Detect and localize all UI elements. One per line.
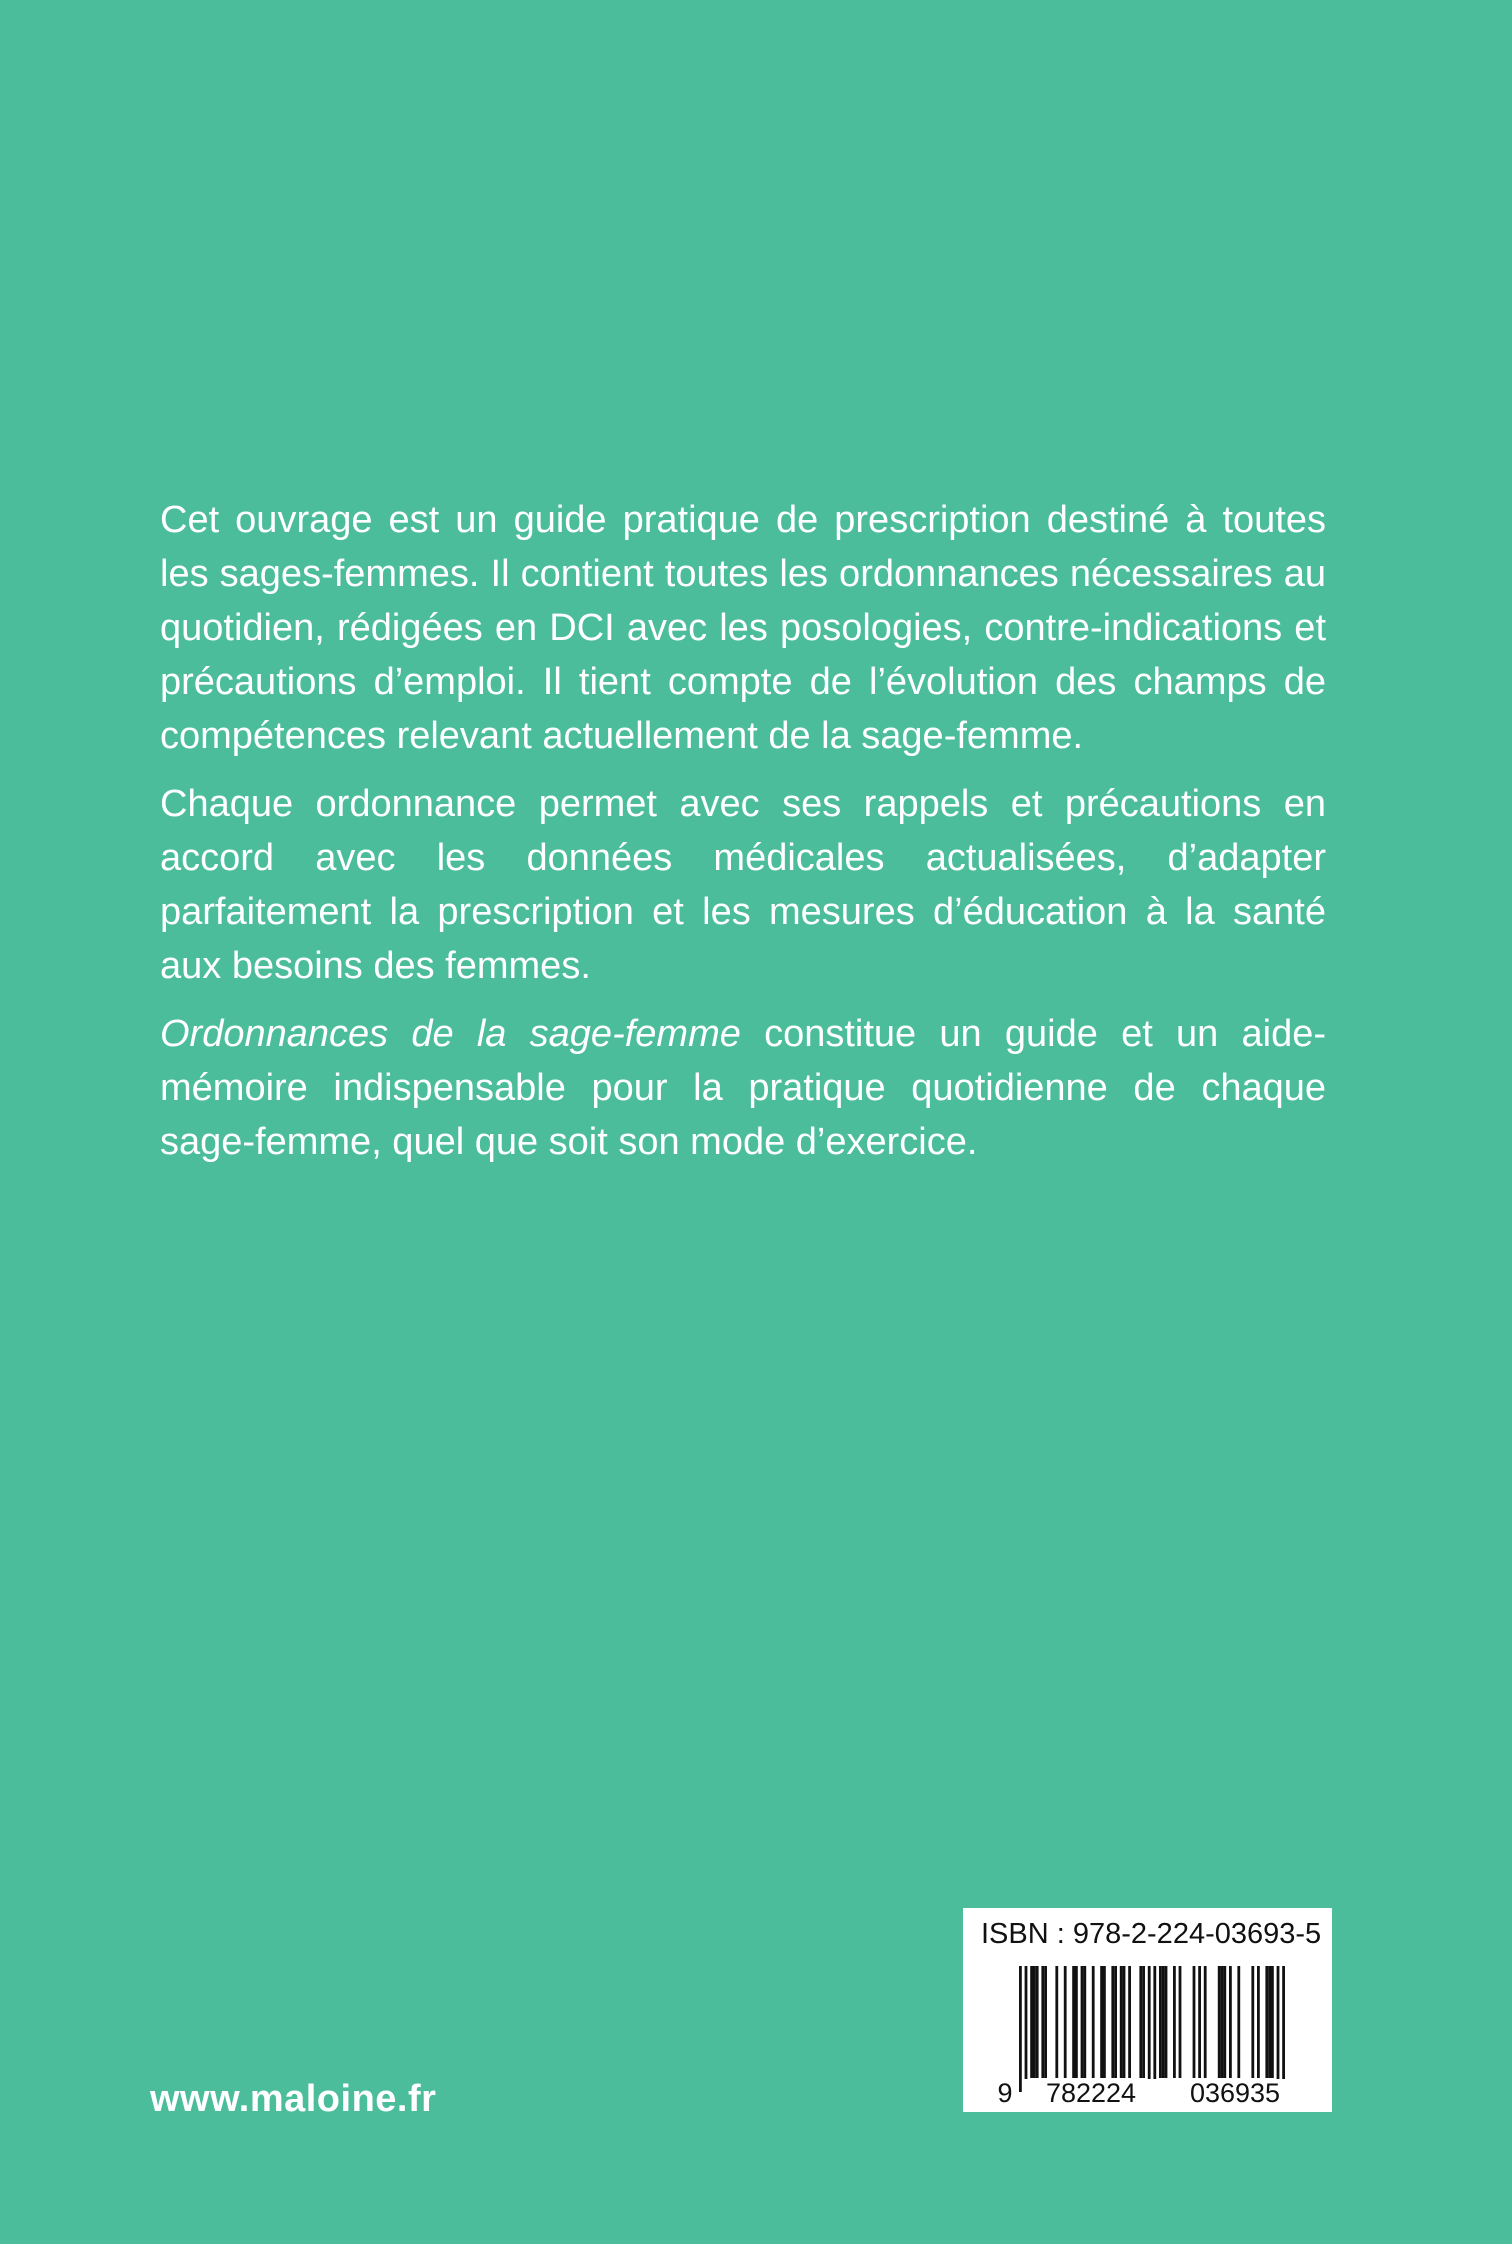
barcode-bar <box>1268 1966 1271 2078</box>
barcode-bar <box>1083 1966 1086 2078</box>
barcode-bar <box>1193 1966 1196 2078</box>
ean13-barcode <box>963 1908 1332 2112</box>
barcode-bar <box>1044 1966 1047 2078</box>
blurb-paragraph-1: Cet ouvrage est un guide pratique de prescription destiné à toutes les sages-femmes. Il contient toutes les ordonnances nécessaires au quotidien, rédigées en DCI avec les posologies, contre-indications et précautions d’emploi. Il tient compte de l’évolution des champs de compétences relevant actuellement de la sage-femme. <box>160 499 1326 757</box>
barcode-bars <box>1019 1966 1285 2092</box>
barcode-bar <box>1030 1966 1033 2078</box>
back-cover-blurb <box>160 493 1326 1183</box>
barcode-bar <box>1257 1966 1260 2078</box>
barcode-guard-bar <box>1019 1966 1022 2092</box>
barcode-bar <box>1173 1966 1176 2078</box>
barcode-bar <box>1120 1966 1123 2078</box>
barcode-bar <box>1142 1966 1145 2078</box>
barcode-bar <box>1036 1966 1039 2078</box>
barcode-bar <box>1114 1966 1117 2078</box>
blurb-paragraph-3 <box>160 1007 1326 1169</box>
blurb-paragraph-3-text: constitue un guide et un aide-mémoire indispensable pour la pratique quotidienne de chaque sage-femme, quel que soit son mode d’exercice. <box>160 1013 1326 1163</box>
barcode-bar <box>1123 1966 1126 2078</box>
blurb-paragraph-2: Chaque ordonnance permet avec ses rappels et précautions en accord avec les données médicales actualisées, d’adapter parfaitement la prescription et les mesures d’éducation à la santé aux besoins des femmes. <box>160 783 1326 987</box>
barcode-bar <box>1218 1966 1221 2078</box>
barcode-bar <box>1139 1966 1142 2078</box>
barcode-bar <box>1162 1966 1165 2078</box>
barcode-guard-bar <box>1025 1966 1028 2092</box>
barcode-bar <box>1265 1966 1268 2078</box>
barcode-bar <box>1092 1966 1095 2078</box>
barcode-bar <box>1033 1966 1036 2078</box>
barcode-guard-bar <box>1153 1966 1156 2092</box>
barcode-bar <box>1075 1966 1078 2078</box>
barcode-bar <box>1221 1966 1224 2078</box>
barcode-bar <box>1100 1966 1103 2078</box>
barcode-digits-right: 036935 <box>1189 2078 1281 2108</box>
barcode-bar <box>1223 1966 1226 2078</box>
barcode-guard-bar <box>1148 1966 1151 2092</box>
isbn-label: ISBN : 978-2-224-03693-5 <box>981 1918 1322 1950</box>
barcode-bar <box>1237 1966 1240 2078</box>
barcode-bar <box>1064 1966 1067 2078</box>
barcode-bar <box>1251 1966 1254 2078</box>
barcode-digits-left: 782224 <box>1045 2078 1137 2108</box>
isbn-barcode-box <box>963 1908 1332 2112</box>
barcode-bar <box>1103 1966 1106 2078</box>
barcode-bar <box>1111 1966 1114 2078</box>
barcode-bar <box>1159 1966 1162 2078</box>
barcode-bar <box>1072 1966 1075 2078</box>
barcode-bar <box>1204 1966 1207 2078</box>
barcode-bar <box>1198 1966 1201 2078</box>
barcode-bar <box>1055 1966 1058 2078</box>
barcode-digit-first: 9 <box>997 2078 1013 2108</box>
barcode-bar <box>1128 1966 1131 2078</box>
barcode-bar <box>1229 1966 1232 2078</box>
barcode-bar <box>1041 1966 1044 2078</box>
barcode-bar <box>1165 1966 1168 2078</box>
barcode-bar <box>1081 1966 1084 2078</box>
publisher-website: www.maloine.fr <box>150 2078 437 2120</box>
barcode-bar <box>1271 1966 1274 2078</box>
barcode-guard-bar <box>1277 1966 1280 2092</box>
barcode-guard-bar <box>1282 1966 1285 2092</box>
book-title-italic: Ordonnances de la sage-femme <box>160 1013 741 1055</box>
barcode-bar <box>1179 1966 1182 2078</box>
